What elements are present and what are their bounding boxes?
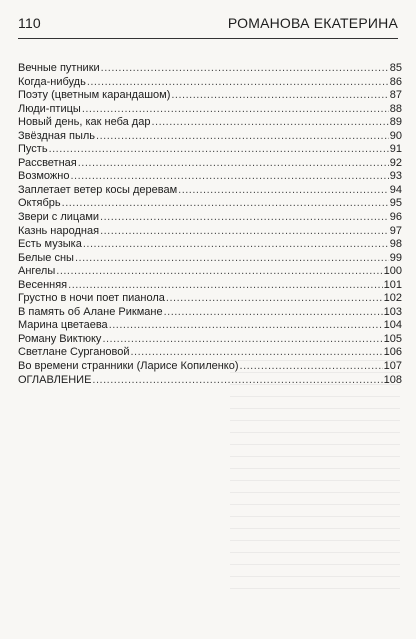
toc-entry[interactable] (18, 89, 402, 103)
toc-entry-page: 89 (389, 116, 402, 129)
toc-entry-title: Грустно в ночи поет пианола (18, 292, 165, 305)
toc-leader-dots (70, 170, 388, 184)
toc-entry[interactable] (18, 279, 402, 293)
toc-entry-page: 88 (389, 102, 402, 115)
toc-entry[interactable] (18, 197, 402, 211)
toc-entry[interactable] (18, 238, 402, 252)
toc-entry-title: Люди-птицы (18, 102, 81, 115)
toc-entry-title: Звери с лицами (18, 211, 100, 224)
toc-entry[interactable] (18, 170, 402, 184)
toc-entry[interactable] (18, 319, 402, 333)
toc-entry-title: Есть музыка (18, 238, 82, 251)
toc-leader-dots (56, 265, 382, 279)
toc-entry-title: Новый день, как неба дар (18, 116, 151, 129)
toc-entry-page: 108 (383, 373, 402, 386)
toc-entry-title: Октябрь (18, 197, 61, 210)
toc-entry[interactable] (18, 292, 402, 306)
toc-entry-page: 97 (389, 224, 402, 237)
toc-entry[interactable] (18, 346, 402, 360)
toc-leader-dots (75, 252, 389, 266)
toc-entry[interactable] (18, 184, 402, 198)
toc-leader-dots (83, 238, 389, 252)
toc-entry[interactable] (18, 157, 402, 171)
toc-entry-title: Поэту (цветным карандашом) (18, 89, 171, 102)
table-of-contents (18, 62, 402, 387)
show-through-texture (230, 360, 400, 610)
toc-leader-dots (68, 279, 383, 293)
toc-leader-dots (101, 62, 389, 76)
toc-entry[interactable] (18, 76, 402, 90)
toc-entry-page: 106 (383, 346, 402, 359)
toc-leader-dots (151, 116, 388, 130)
toc-entry-page: 103 (383, 305, 402, 318)
toc-entry-page: 95 (389, 197, 402, 210)
toc-leader-dots (109, 319, 383, 333)
toc-entry-page: 93 (389, 170, 402, 183)
toc-leader-dots (96, 130, 389, 144)
toc-entry-title: Звёздная пыль (18, 129, 96, 142)
toc-entry-title: Роману Виктюку (18, 332, 102, 345)
toc-leader-dots (87, 76, 389, 90)
toc-entry-title: Во времени странники (Ларисе Копиленко) (18, 360, 239, 373)
toc-entry-title: Возможно (18, 170, 70, 183)
toc-entry-page: 98 (389, 238, 402, 251)
toc-leader-dots (100, 225, 389, 239)
toc-entry-title: Рассветная (18, 156, 77, 169)
toc-entry-title: В память об Алане Рикмане (18, 305, 163, 318)
toc-leader-dots (102, 333, 382, 347)
toc-entry-title: Казнь народная (18, 224, 100, 237)
toc-leader-dots (178, 184, 389, 198)
toc-leader-dots (92, 374, 382, 388)
toc-entry-page: 92 (389, 156, 402, 169)
toc-entry-page: 86 (389, 75, 402, 88)
toc-leader-dots (164, 306, 383, 320)
toc-entry[interactable] (18, 130, 402, 144)
toc-entry-title: Светлане Сургановой (18, 346, 130, 359)
toc-entry-title: Марина цветаева (18, 319, 108, 332)
toc-entry-title: Весенняя (18, 278, 68, 291)
toc-entry-page: 105 (383, 332, 402, 345)
toc-entry[interactable] (18, 62, 402, 76)
toc-entry-page: 94 (389, 183, 402, 196)
toc-entry-page: 104 (383, 319, 402, 332)
toc-entry-page: 85 (389, 62, 402, 74)
toc-entry-page: 91 (389, 143, 402, 156)
page-number: 110 (18, 15, 41, 31)
toc-entry-title: Ангелы (18, 265, 56, 278)
toc-leader-dots (166, 292, 383, 306)
toc-leader-dots (100, 211, 389, 225)
toc-entry-title: Вечные путники (18, 62, 100, 74)
toc-entry[interactable] (18, 374, 402, 388)
header-rule (18, 38, 398, 39)
toc-leader-dots (62, 197, 389, 211)
toc-entry-page: 107 (383, 360, 402, 373)
toc-leader-dots (171, 89, 388, 103)
running-header (18, 12, 398, 34)
author-name: РОМАНОВА ЕКАТЕРИНА (227, 15, 398, 31)
toc-leader-dots (82, 103, 389, 117)
toc-leader-dots (78, 157, 389, 171)
toc-entry-page: 102 (383, 292, 402, 305)
toc-entry-title: ОГЛАВЛЕНИЕ (18, 373, 92, 386)
toc-entry-title: Заплетает ветер косы деревам (18, 183, 178, 196)
toc-entry[interactable] (18, 252, 402, 266)
toc-entry-page: 90 (389, 129, 402, 142)
toc-entry[interactable] (18, 143, 402, 157)
toc-entry[interactable] (18, 306, 402, 320)
toc-entry-page: 101 (383, 278, 402, 291)
toc-entry-page: 99 (389, 251, 402, 264)
toc-entry[interactable] (18, 225, 402, 239)
toc-entry-page: 87 (389, 89, 402, 102)
toc-leader-dots (131, 346, 383, 360)
toc-entry-page: 96 (389, 211, 402, 224)
toc-entry[interactable] (18, 103, 402, 117)
toc-entry[interactable] (18, 116, 402, 130)
toc-leader-dots (240, 360, 383, 374)
toc-entry-page: 100 (383, 265, 402, 278)
toc-entry-title: Когда-нибудь (18, 75, 86, 88)
toc-entry[interactable] (18, 211, 402, 225)
toc-entry[interactable] (18, 360, 402, 374)
toc-leader-dots (49, 143, 389, 157)
toc-entry-title: Белые сны (18, 251, 74, 264)
toc-entry-title: Пусть (18, 143, 48, 156)
toc-entry[interactable] (18, 265, 402, 279)
toc-entry[interactable] (18, 333, 402, 347)
